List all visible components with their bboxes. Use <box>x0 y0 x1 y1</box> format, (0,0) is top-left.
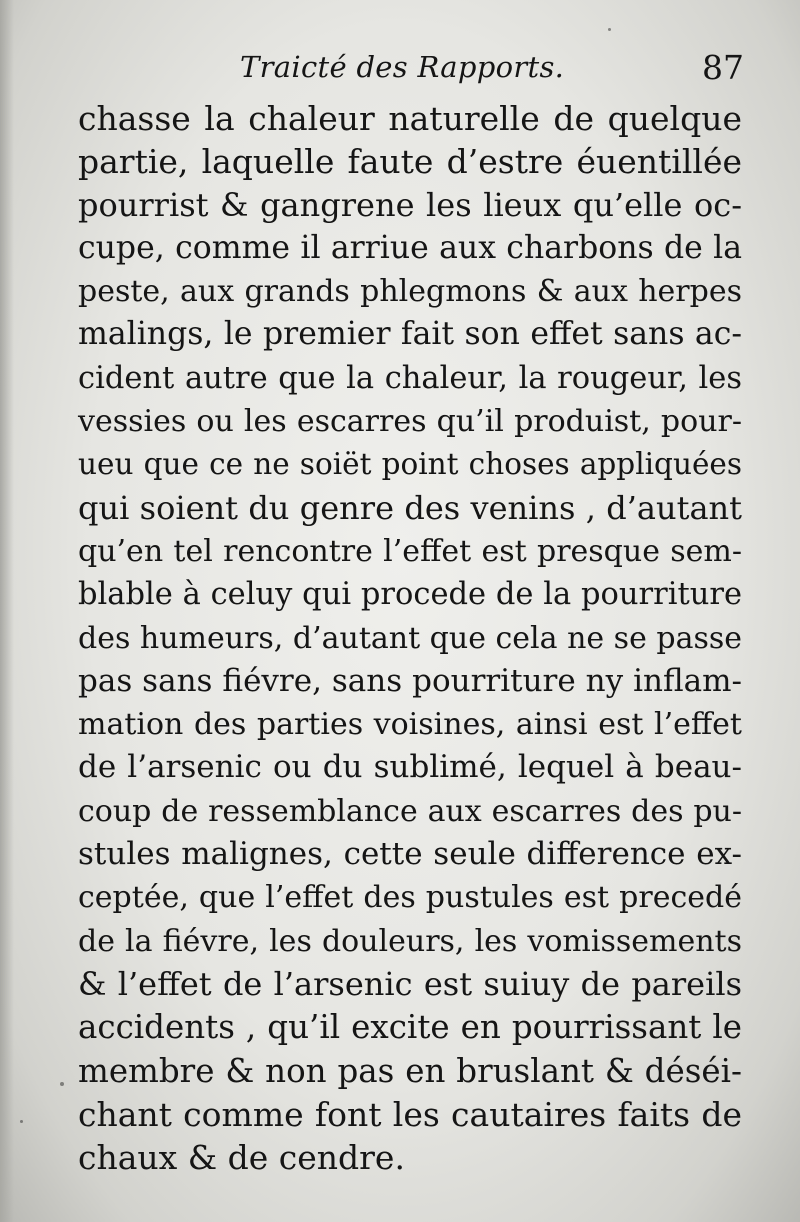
ink-speck <box>20 1120 23 1123</box>
text-line: des humeurs, d’autant que cela ne se passe <box>78 620 742 656</box>
text-line: stules malignes, cette seule difference ex- <box>78 836 742 873</box>
text-line: peste, aux grands phlegmons & aux herpes <box>78 274 742 310</box>
text-line: malings, le premier fait son effet sans ac- <box>78 316 742 353</box>
text-line: partie, laquelle faute d’estre éuentillée <box>78 142 742 182</box>
page-header <box>0 48 800 94</box>
ink-speck <box>60 1082 64 1086</box>
text-line: coup de ressemblance aux escarres des pu- <box>78 793 742 829</box>
text-line: blable à celuy qui procede de la pourriture <box>78 577 742 613</box>
text-line: mation des parties voisines, ainsi est l’effet <box>78 707 742 743</box>
text-line: cupe, comme il arriue aux charbons de la <box>78 229 742 266</box>
text-line: accidents , qu’il excite en pourrissant le <box>78 1008 742 1047</box>
text-line: qu’en tel rencontre l’effet est presque sem- <box>78 533 742 569</box>
text-line: qui soient du genre des venins , d’autant <box>78 488 742 527</box>
text-line: chant comme font les cautaires faits de <box>78 1094 742 1134</box>
page-edge-shadow <box>0 0 14 1222</box>
text-line: & l’effet de l’arsenic est suiuy de pareils <box>78 964 742 1003</box>
text-line: de la fiévre, les douleurs, les vomissements <box>78 923 742 959</box>
text-line: ueu que ce ne soiët point choses appliquées <box>78 447 742 482</box>
text-line: chasse la chaleur naturelle de quelque <box>78 99 742 138</box>
body-text <box>78 97 742 1179</box>
text-line: pourrist & gangrene les lieux qu’elle oc- <box>78 185 742 224</box>
text-line: pas sans fiévre, sans pourriture ny inflam- <box>78 662 742 699</box>
text-line: cident autre que la chaleur, la rougeur, les <box>78 360 742 396</box>
page-number: 87 <box>702 48 744 87</box>
running-title: Traicté des Rapports. <box>240 50 565 84</box>
text-line: de l’arsenic ou du sublimé, lequel à beau- <box>78 749 742 786</box>
text-line: ceptée, que l’effet des pustules est precedé <box>78 880 742 916</box>
text-line: vessies ou les escarres qu’il produist, pour- <box>78 404 742 440</box>
ink-speck <box>608 28 611 31</box>
text-line: membre & non pas en bruslant & déséi- <box>78 1051 742 1090</box>
text-line: chaux & de cendre. <box>78 1138 405 1178</box>
